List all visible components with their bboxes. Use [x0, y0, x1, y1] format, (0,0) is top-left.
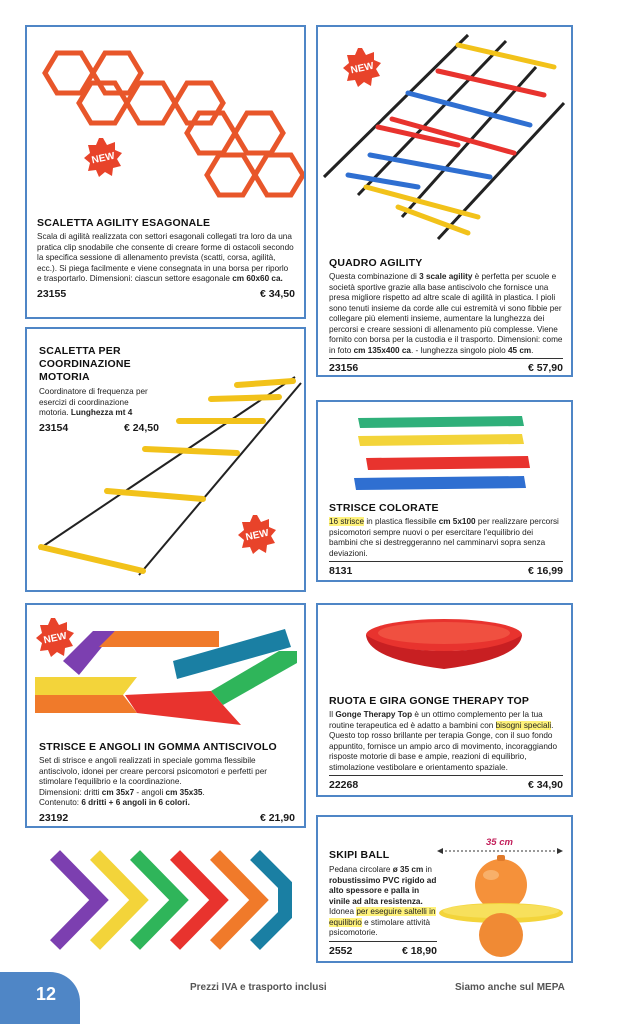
product-price: € 18,90 — [401, 944, 437, 957]
product-code: 23155 — [37, 287, 67, 300]
dimension-label: 35 cm — [486, 837, 513, 848]
badge-text: NEW — [244, 527, 270, 544]
product-description: Il Gonge Therapy Top è un ottimo complemento per la tua routine terapeutica ed è adatto a bambini con bisogni speciali. Questo top rosso brillante per terapia Gonge, con il suo fondo appuntito, fornisce un ampio arco di movimento, incoraggiando risposte motorie di base e ampie, reazioni di equilibrio, stimolazione vestibolare e orientamento spaziale. — [329, 710, 558, 772]
product-description: Scala di agilità realizzata con settori esagonali collegati tra loro da una pratica clip snodabile che consente di creare forme di ostacoli secondo la specifica sessione di allenamento prevista (scatti, corsa, agilità, ecc.). Si piega facilmente e viene consegnata in una borsa per riporlo e trasportarlo. Dimensioni: ciascun settore esagonale cm 60x60 ca. — [37, 232, 294, 284]
product-code: 8131 — [329, 565, 353, 578]
hex-ladder-image — [27, 27, 304, 217]
badge-text: NEW — [349, 60, 375, 77]
product-code: 23154 — [39, 421, 69, 434]
new-badge-icon — [83, 137, 123, 177]
product-description: Questa combinazione di 3 scale agility è perfetta per scuole e società sportive grazie alla base antiscivolo che fornisce una presa migliore rispetto ad altre scale di agilità in plastica. I pioli sono tenuti insieme da corde alle cui estremità vi sono fibbie per collegare più elementi insieme, aumentare la lunghezza dei percorsi e creare sessioni di allenamento più complesse. Viene fornito con borsa per la custodia e il trasporto. Dimensioni: come in foto cm 135x400 ca. - lunghezza singolo piolo 45 cm. — [329, 272, 563, 355]
color-strips-image — [318, 402, 571, 498]
product-price: € 21,90 — [259, 811, 295, 824]
product-price: € 57,90 — [527, 362, 563, 375]
product-title: SCALETTA PER COORDINAZIONE MOTORIA — [39, 345, 131, 384]
gonge-top-image — [318, 605, 571, 685]
product-description: Pedana circolare ø 35 cm in robustissimo PVC rigido ad alto spessore e palla in vinile ad alta resistenza. Idonea per eseguire saltelli in equilibrio e stimolare attività psicomotorie. — [329, 865, 437, 938]
product-title: SKIPI BALL — [329, 849, 390, 861]
badge-text: NEW — [42, 630, 68, 647]
footer-right-text: Siamo anche sul MEPA — [455, 982, 565, 993]
badge-text: NEW — [90, 150, 116, 167]
product-price: € 34,50 — [259, 287, 295, 300]
product-card-hex-ladder[interactable] — [25, 25, 306, 319]
footer-center-text: Prezzi IVA e trasporto inclusi — [190, 982, 327, 993]
product-card-quadro-agility[interactable] — [316, 25, 573, 377]
product-code: 22268 — [329, 779, 359, 792]
chevron-strips-image — [45, 845, 295, 955]
page-number: 12 — [36, 984, 57, 1004]
skipi-ball-image — [431, 841, 571, 961]
new-badge-icon — [237, 514, 277, 554]
product-title: QUADRO AGILITY — [329, 257, 423, 269]
product-price: € 16,99 — [527, 565, 563, 578]
product-description: Set di strisce e angoli realizzati in speciale gomma flessibile antiscivolo, idonei per creare percorsi psicomotori e perfetti per stimolare l'equilibrio e la coordinazione. Dimensioni: dritti cm 35x7 - angoli cm 35x35. Contenuto: 6 dritti + 6 angoli in 6 colori. — [39, 756, 267, 808]
product-title: STRISCE E ANGOLI IN GOMMA ANTISCIVOLO — [39, 741, 277, 753]
product-title: RUOTA E GIRA GONGE THERAPY TOP — [329, 695, 530, 707]
product-code: 2552 — [329, 944, 353, 957]
new-badge-icon — [342, 47, 382, 87]
product-title: STRISCE COLORATE — [329, 502, 439, 514]
product-code: 23156 — [329, 362, 359, 375]
product-card-strips-corners[interactable] — [25, 603, 306, 828]
product-description: 16 strisce in plastica flessibile cm 5x100 per realizzare percorsi psicomotori sempre nuovi o per esercitare l'equilibrio dei bambini che si destreggeranno nel camminarvi sopra senza deviazioni. — [329, 517, 559, 558]
product-card-skipi-ball[interactable] — [316, 815, 573, 963]
product-card-coordination-ladder[interactable] — [25, 327, 306, 592]
new-badge-icon — [35, 617, 75, 657]
product-card-gonge-top[interactable] — [316, 603, 573, 797]
product-description: Coordinatore di frequenza per esercizi di coordinazione motoria. Lunghezza mt 4 — [39, 387, 148, 418]
product-card-color-strips[interactable] — [316, 400, 573, 582]
product-title: SCALETTA AGILITY ESAGONALE — [37, 217, 211, 229]
product-code: 23192 — [39, 811, 69, 824]
page-number-tab — [0, 972, 80, 1024]
product-price: € 24,50 — [123, 421, 159, 434]
product-price: € 34,90 — [527, 779, 563, 792]
